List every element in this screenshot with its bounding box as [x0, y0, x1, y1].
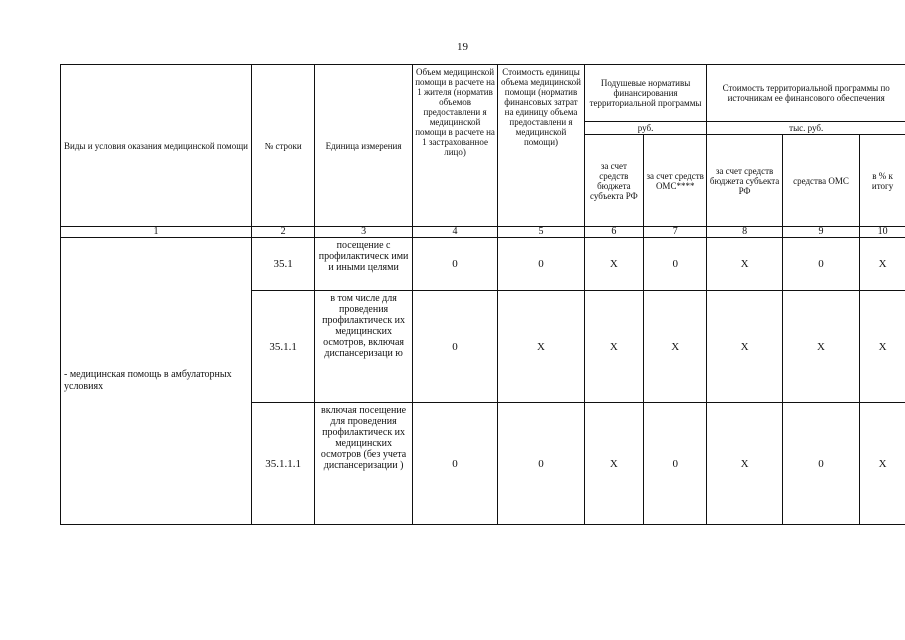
column-number: 2	[252, 227, 315, 238]
header-program-cost-group: Стоимость территориальной программы по источникам ее финансового обеспечения	[707, 65, 905, 122]
unit-of-measure: посещение с профилактическ ими и иными целями	[315, 238, 413, 291]
per-capita-budget-value: X	[584, 238, 643, 291]
table-row	[61, 238, 905, 291]
column-number: 9	[782, 227, 859, 238]
header-cost-percent: в % к итогу	[860, 135, 905, 227]
column-number: 6	[584, 227, 643, 238]
column-number: 5	[498, 227, 584, 238]
header-unit: Единица измерения	[315, 65, 413, 227]
financing-table	[60, 64, 905, 525]
header-volume: Объем медицинской помощи в расчете на 1 жителя (норматив объемов предоставлени я медицинской помощи в расчете на 1 застрахованное лицо)	[412, 65, 497, 227]
header-unit-cost: Стоимость единицы объема медицинской помощи (норматив финансовых затрат на единицу объема предоставлени я медицинской помощи)	[498, 65, 584, 227]
column-number: 8	[707, 227, 782, 238]
volume-value: 0	[412, 403, 497, 525]
cost-budget-value: X	[707, 238, 782, 291]
header-line-number: № строки	[252, 65, 315, 227]
line-number: 35.1.1.1	[252, 403, 315, 525]
cost-oms-value: 0	[782, 238, 859, 291]
header-cost-budget: за счет средств бюджета субъекта РФ	[707, 135, 782, 227]
per-capita-budget-value: X	[584, 403, 643, 525]
per-capita-oms-value: 0	[644, 238, 707, 291]
section-label: - медицинская помощь в амбулаторных условиях	[61, 238, 252, 525]
cost-budget-value: X	[707, 291, 782, 403]
cost-budget-value: X	[707, 403, 782, 525]
unit-cost-value: X	[498, 291, 584, 403]
header-program-cost-unit: тыс. руб.	[707, 122, 905, 135]
column-number: 1	[61, 227, 252, 238]
column-number: 3	[315, 227, 413, 238]
cost-oms-value: 0	[782, 403, 859, 525]
unit-of-measure: включая посещение для проведения профилактическ их медицинских осмотров (без учета диспансеризации )	[315, 403, 413, 525]
per-capita-oms-value: 0	[644, 403, 707, 525]
header-cost-oms: средства ОМС	[782, 135, 859, 227]
unit-of-measure: в том числе для проведения профилактическ их медицинских осмотров, включая диспансеризаци ю	[315, 291, 413, 403]
column-number: 4	[412, 227, 497, 238]
line-number: 35.1.1	[252, 291, 315, 403]
header-per-capita-unit: руб.	[584, 122, 707, 135]
column-number: 7	[644, 227, 707, 238]
cost-oms-value: X	[782, 291, 859, 403]
column-number: 10	[860, 227, 905, 238]
cost-percent-value: X	[860, 238, 905, 291]
header-per-capita-budget: за счет средств бюджета субъекта РФ	[584, 135, 643, 227]
unit-cost-value: 0	[498, 238, 584, 291]
volume-value: 0	[412, 238, 497, 291]
cost-percent-value: X	[860, 291, 905, 403]
line-number: 35.1	[252, 238, 315, 291]
header-per-capita-oms: за счет средств ОМС****	[644, 135, 707, 227]
unit-cost-value: 0	[498, 403, 584, 525]
per-capita-budget-value: X	[584, 291, 643, 403]
volume-value: 0	[412, 291, 497, 403]
header-kinds-and-conditions: Виды и условия оказания медицинской помощи	[61, 65, 252, 227]
cost-percent-value: X	[860, 403, 905, 525]
page-number: 19	[457, 41, 468, 53]
header-per-capita-group: Подушевые нормативы финансирования территориальной программы	[584, 65, 707, 122]
per-capita-oms-value: X	[644, 291, 707, 403]
